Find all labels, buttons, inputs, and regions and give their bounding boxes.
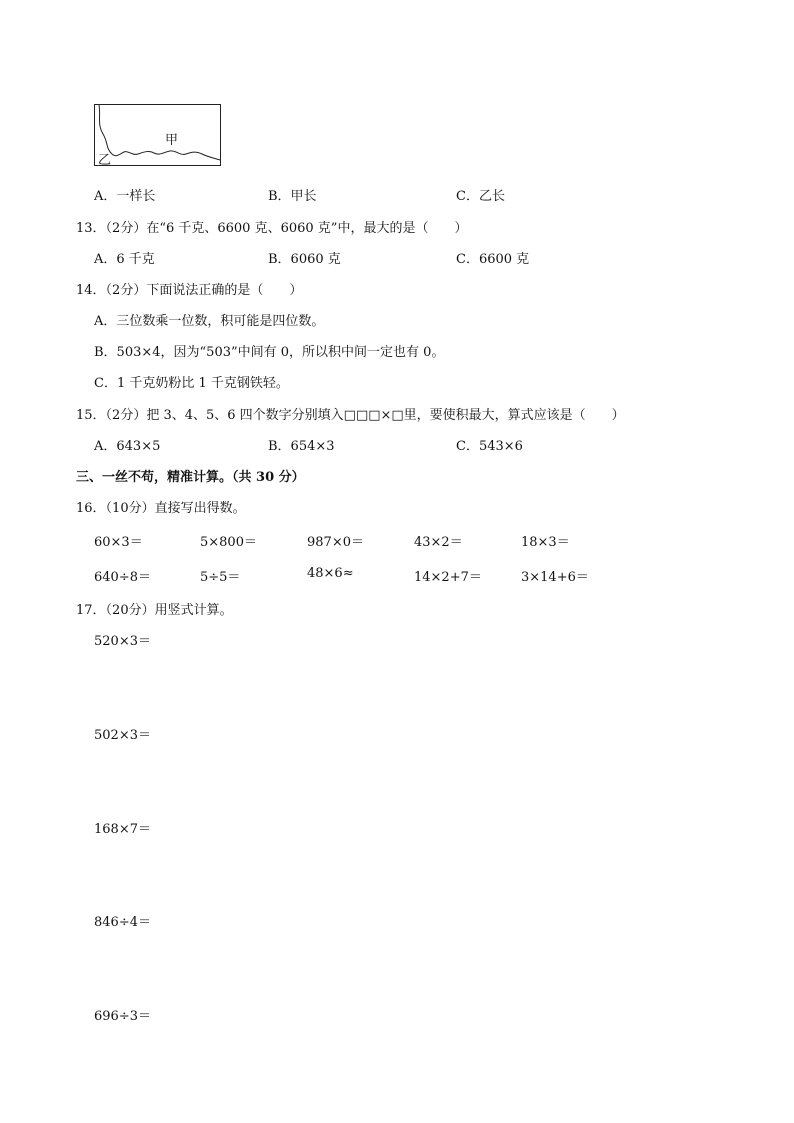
q16-item: 5×800＝ [200, 535, 257, 550]
q16-stem: 16．（10分）直接写出得数。 [76, 501, 246, 516]
q16-item: 60×3＝ [94, 535, 143, 550]
q14-stem: 14．（2分）下面说法正确的是（ ） [76, 283, 303, 298]
q17-item: 846÷4＝ [94, 915, 151, 930]
section-3-heading: 三、一丝不苟，精准计算。（共 30 分） [76, 470, 305, 485]
q13-option-c: C．6600 克 [456, 252, 530, 267]
q12-option-c: C．乙长 [456, 189, 505, 204]
q16-item: 987×0＝ [307, 535, 364, 550]
q17-item: 520×3＝ [94, 634, 151, 649]
label-jia: 甲 [165, 133, 179, 148]
q14-option-b: B．503×4，因为“503”中间有 0，所以积中间一定也有 0。 [94, 345, 445, 360]
q16-item: 3×14+6＝ [521, 570, 589, 585]
q16-item: 48×6≈ [307, 566, 354, 581]
q17-stem: 17．（20分）用竖式计算。 [76, 603, 233, 618]
q13-option-a: A．6 千克 [94, 252, 155, 267]
q12-option-b: B．甲长 [268, 189, 317, 204]
q15-option-c: C．543×6 [456, 439, 523, 454]
q16-item: 640÷8＝ [94, 570, 151, 585]
q17-item: 696÷3＝ [94, 1009, 151, 1024]
q17-item: 502×3＝ [94, 728, 151, 743]
q16-item: 5÷5＝ [200, 570, 241, 585]
q17-item: 168×7＝ [94, 822, 151, 837]
q15-stem: 15．（2分）把 3、4、5、6 四个数字分别填入□□□×□里，要使积最大，算式应该是（ ） [76, 408, 625, 423]
q15-option-b: B．654×3 [268, 439, 335, 454]
figure-jia-yi-paths [94, 104, 221, 166]
q16-item: 43×2＝ [414, 535, 463, 550]
label-yi: 乙 [98, 153, 112, 168]
q13-stem: 13．（2分）在“6 千克、6600 克、6060 克”中，最大的是（ ） [76, 221, 468, 236]
q16-item: 18×3＝ [521, 535, 570, 550]
q14-option-a: A．三位数乘一位数，积可能是四位数。 [94, 314, 325, 329]
q14-option-c: C．1 千克奶粉比 1 千克钢铁轻。 [94, 376, 289, 391]
q13-option-b: B．6060 克 [268, 252, 341, 267]
q15-option-a: A．643×5 [94, 439, 161, 454]
q16-item: 14×2+7＝ [414, 570, 482, 585]
q12-option-a: A．一样长 [94, 189, 156, 204]
